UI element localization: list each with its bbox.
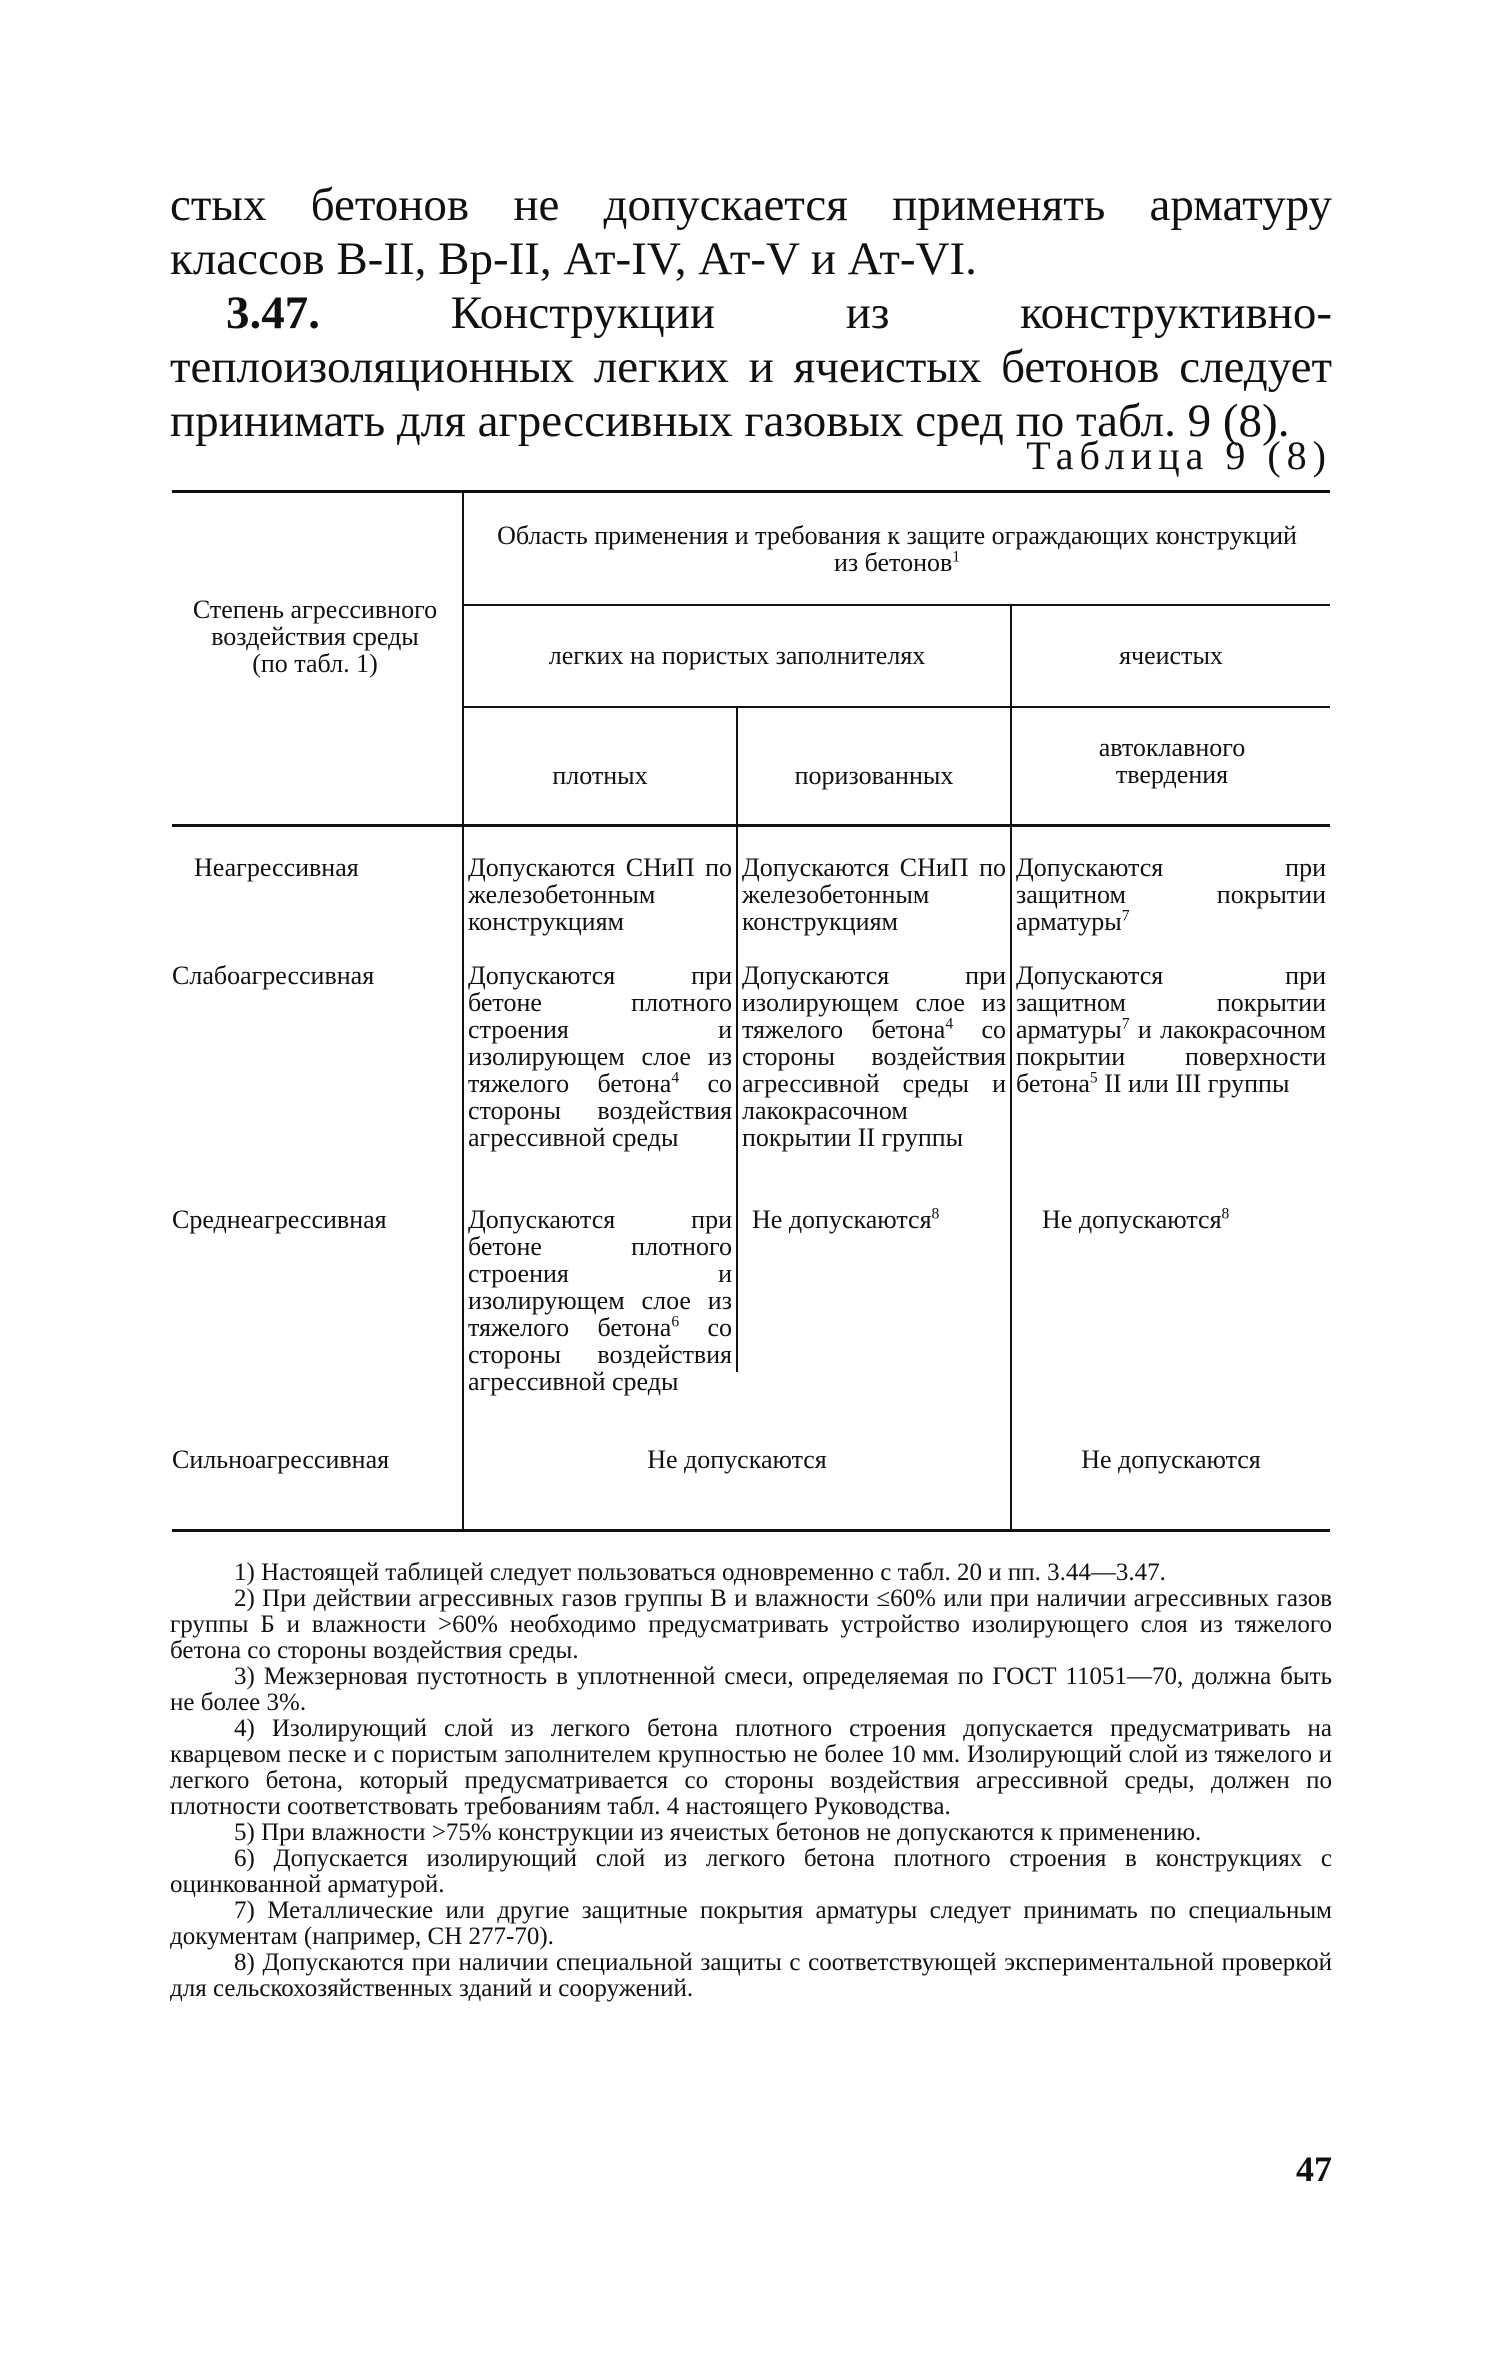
header-scope-text: Область применения и требования к защите ограждающих конструкций из бетонов: [497, 521, 1297, 577]
footnote-1: 1) Настоящей таблицей следует пользоваться одновременно с табл. 20 и пп. 3.44—3.47.: [234, 1559, 1166, 1586]
clause-number: 3.47.: [226, 287, 320, 339]
table-caption: Таблица 9 (8): [1026, 433, 1332, 478]
cell-r1-porous: Допускаются СНиП по железобетонным конструкциям: [742, 853, 1006, 936]
footnote-2: 2) При действии агрессивных газов группы В и влажности ≤60% или при наличии агрессивных газов группы Б и влажности >60% необходимо предусматривать устройство изолирующего слоя из тяжелого бетона со стороны воздействия среды.: [170, 1585, 1332, 1664]
footnote-4: 4) Изолирующий слой из легкого бетона плотного строения допускается предусматривать на кварцевом песке и с пористым заполнителем крупностью не более 10 мм. Изолирующий слой из тяжелого и легкого бетона, который предусматривается со стороны воздействия агрессивной среды, должен по плотности соответствовать требованиям табл. 4 настоящего Руководства.: [170, 1715, 1332, 1820]
cell-r1-dense: Допускаются СНиП по железобетонным конструкциям: [468, 853, 732, 936]
table-9: [172, 490, 1330, 1532]
cell-r3-cellular-text: Не допускаются: [1042, 1205, 1222, 1234]
header-bottom-rule: [172, 824, 1330, 827]
header-light-concrete: легких на пористых заполнителях: [548, 641, 926, 670]
cell-r3-dense-text: Допускаются при бетоне плотного строения и изолирующем слое из тяжелого бетона: [468, 1205, 732, 1342]
cell-r2-cellular-text: Допускаются при защитном покрытии арматуры: [1016, 961, 1326, 1044]
footnote-ref: 4: [671, 1069, 680, 1087]
paragraph-continuation: стых бетонов не допускается применять арматуру классов В-II, Вр-II, Ат-IV, Ат-V и Ат-VI.: [170, 179, 1332, 285]
header-scope: [492, 522, 1302, 576]
cell-r3-cellular: [1042, 1206, 1326, 1233]
body-text: [170, 178, 1332, 448]
header-degree-ref: (по табл. 1): [252, 649, 378, 678]
header-dense: плотных: [552, 761, 648, 790]
header-rule-1: [464, 604, 1330, 606]
header-rule-2: [464, 706, 1330, 708]
cell-r2-cellular-text-3: II или III группы: [1097, 1069, 1290, 1098]
cell-r1-cellular-text: Допускаются при защитном покрытии арматуры: [1016, 853, 1326, 936]
footnote-ref: 7: [1121, 1015, 1130, 1033]
row-degree-nonaggressive: Неагрессивная: [194, 853, 359, 882]
cell-r4-light: Не допускаются: [647, 1445, 827, 1474]
col-rule-2: [736, 708, 738, 1372]
cell-r2-cellular-text-2: и лакокрасочном покрытии поверхности бетона: [1016, 1015, 1326, 1098]
header-degree: [172, 596, 458, 677]
footnote-ref: 7: [1121, 907, 1130, 925]
cell-r3-porous: [752, 1206, 1002, 1233]
cell-r2-porous: [742, 962, 1006, 1151]
cell-r2-porous-text: Допускаются при изолирующем слое из тяжелого бетона: [742, 961, 1006, 1044]
footnote-6: 6) Допускается изолирующий слой из легкого бетона плотного строения в конструкциях с оцинкованной арматурой.: [170, 1845, 1332, 1898]
cell-r3-dense: [468, 1206, 732, 1395]
header-autoclave: автоклавного твердения: [1098, 733, 1246, 789]
footnotes: [170, 1560, 1332, 2002]
footnote-ref: 1: [952, 548, 961, 566]
header-cellular: ячеистых: [1119, 641, 1223, 670]
footnote-ref: 8: [1221, 1205, 1230, 1223]
cell-r3-porous-text: Не допускаются: [752, 1205, 932, 1234]
col-rule-3: [1010, 606, 1012, 1530]
cell-r2-dense-text-2: со стороны воздействия агрессивной среды: [468, 1069, 732, 1152]
footnote-7: 7) Металлические или другие защитные покрытия арматуры следует принимать по специальным документам (например, СН 277-70).: [170, 1897, 1332, 1950]
header-porous: поризованных: [794, 761, 954, 790]
cell-r1-cellular: [1016, 854, 1326, 935]
row-degree-strong: Сильноагрессивная: [172, 1445, 390, 1474]
footnote-8: 8) Допускаются при наличии специальной защиты с соответствующей экспериментальной проверкой для сельскохозяйственных зданий и сооружений.: [170, 1949, 1332, 2002]
footnote-ref: 6: [671, 1313, 680, 1331]
cell-r2-dense: [468, 962, 732, 1151]
cell-r2-dense-text: Допускаются при бетоне плотного строения и изолирующем слое из тяжелого бетона: [468, 961, 732, 1098]
footnote-ref: 4: [945, 1015, 954, 1033]
table-top-rule: [172, 490, 1330, 493]
footnote-3: 3) Межзерновая пустотность в уплотненной смеси, определяемая по ГОСТ 11051—70, должна быть не более 3%.: [170, 1663, 1332, 1716]
footnote-5: 5) При влажности >75% конструкции из ячеистых бетонов не допускаются к применению.: [234, 1819, 1202, 1846]
footnote-ref: 8: [931, 1205, 940, 1223]
table-bottom-rule: [172, 1529, 1330, 1532]
page-number: 47: [1296, 2149, 1332, 2189]
header-degree-text: Степень агрессивного воздействия среды: [192, 595, 438, 651]
clause-text: Конструкции из конструктивно-теплоизоляционных легких и ячеистых бетонов следует принимать для агрессивных газовых сред по табл. 9 (8).: [170, 287, 1332, 447]
row-degree-medium: Среднеагрессивная: [172, 1205, 387, 1234]
row-degree-weak: Слабоагрессивная: [172, 961, 375, 990]
cell-r2-cellular: [1016, 962, 1326, 1097]
cell-r4-cellular: Не допускаются: [1081, 1445, 1261, 1474]
cell-r2-porous-text-2: со стороны воздействия агрессивной среды и лакокрасочном покрытии II группы: [742, 1015, 1006, 1152]
cell-r3-dense-text-2: со стороны воздействия агрессивной среды: [468, 1313, 732, 1396]
paragraph-3-47: [170, 286, 1332, 448]
footnote-ref: 5: [1089, 1069, 1098, 1087]
